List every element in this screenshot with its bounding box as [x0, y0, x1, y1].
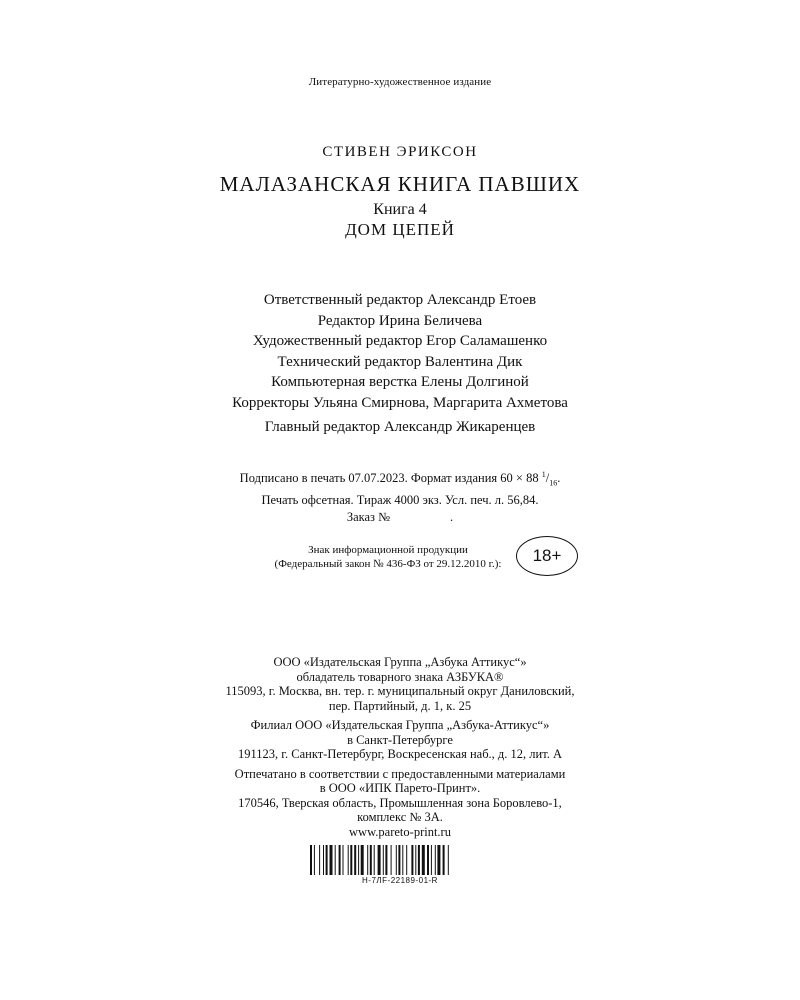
print-format-text: Подписано в печать 07.07.2023. Формат издания 60 × 88: [239, 471, 542, 486]
publisher-block: [0, 655, 800, 839]
order-end: .: [450, 509, 454, 524]
print-info: [0, 466, 800, 526]
format-fraction-den: 16: [549, 478, 558, 488]
order-label: Заказ №: [346, 509, 391, 524]
print-line-2: Печать офсетная. Тираж 4000 экз. Усл. печ. л. 56,84.: [261, 492, 539, 507]
series-title: МАЛАЗАНСКАЯ КНИГА ПАВШИХ: [219, 172, 581, 196]
barcode-image: [310, 845, 490, 875]
credit-line: Редактор Ирина Беличева: [317, 312, 483, 329]
printer-website: www.pareto-print.ru: [349, 824, 451, 839]
print-order-line: [0, 509, 800, 526]
publisher-line: ООО «Издательская Группа „Азбука Аттикус“»: [273, 655, 527, 669]
author-name: СТИВЕН ЭРИКСОН: [322, 144, 478, 160]
book-number: Книга 4: [373, 201, 427, 218]
branch-line: в Санкт-Петербурге: [347, 732, 453, 747]
printer-line: в ООО «ИПК Парето-Принт».: [319, 781, 481, 795]
rating-line-2: (Федеральный закон № 436-ФЗ от 29.12.2010 г.):: [274, 558, 502, 570]
publisher-line: 115093, г. Москва, вн. тер. г. муниципальный округ Даниловский,: [225, 684, 575, 698]
book-title: ДОМ ЦЕПЕЙ: [345, 220, 455, 239]
publisher-line: обладатель товарного знака АЗБУКА®: [296, 669, 504, 684]
branch-line: Филиал ООО «Издательская Группа „Азбука-Аттикус“»: [250, 718, 550, 732]
genre-label: Литературно-художественное издание: [308, 76, 492, 88]
branch-line: 191123, г. Санкт-Петербург, Воскресенская наб., д. 12, лит. А: [237, 747, 563, 761]
printer-line: Отпечатано в соответствии с предоставленными материалами: [234, 766, 566, 781]
credit-line: Художественный редактор Егор Саламашенко: [252, 333, 548, 349]
credits-list: [0, 290, 800, 413]
publisher-line: пер. Партийный, д. 1, к. 25: [328, 698, 472, 713]
credit-line: Компьютерная верстка Елены Долгиной: [271, 374, 529, 390]
printer-line: комплекс № 3А.: [357, 810, 443, 824]
rating-line-1: Знак информационной продукции: [308, 544, 468, 556]
chief-editor: Главный редактор Александр Жикаренцев: [264, 419, 536, 435]
print-line-1: Подписано в печать 07.07.2023. Формат издания 60 × 88 $^1/_{16}$.: [239, 470, 561, 488]
barcode-number: Н-7ЛF-22189-01-R: [362, 876, 438, 885]
age-rating-text: [258, 543, 518, 571]
format-fraction-num: 1: [541, 470, 546, 479]
credit-line: Корректоры Ульяна Смирнова, Маргарита Ахметова: [232, 394, 568, 411]
credit-line: Ответственный редактор Александр Етоев: [263, 292, 537, 308]
printer-line: 170546, Тверская область, Промышленная зона Боровлево-1,: [238, 795, 562, 810]
credit-line: Технический редактор Валентина Дик: [277, 353, 523, 370]
age-rating-badge: 18+: [516, 536, 578, 576]
